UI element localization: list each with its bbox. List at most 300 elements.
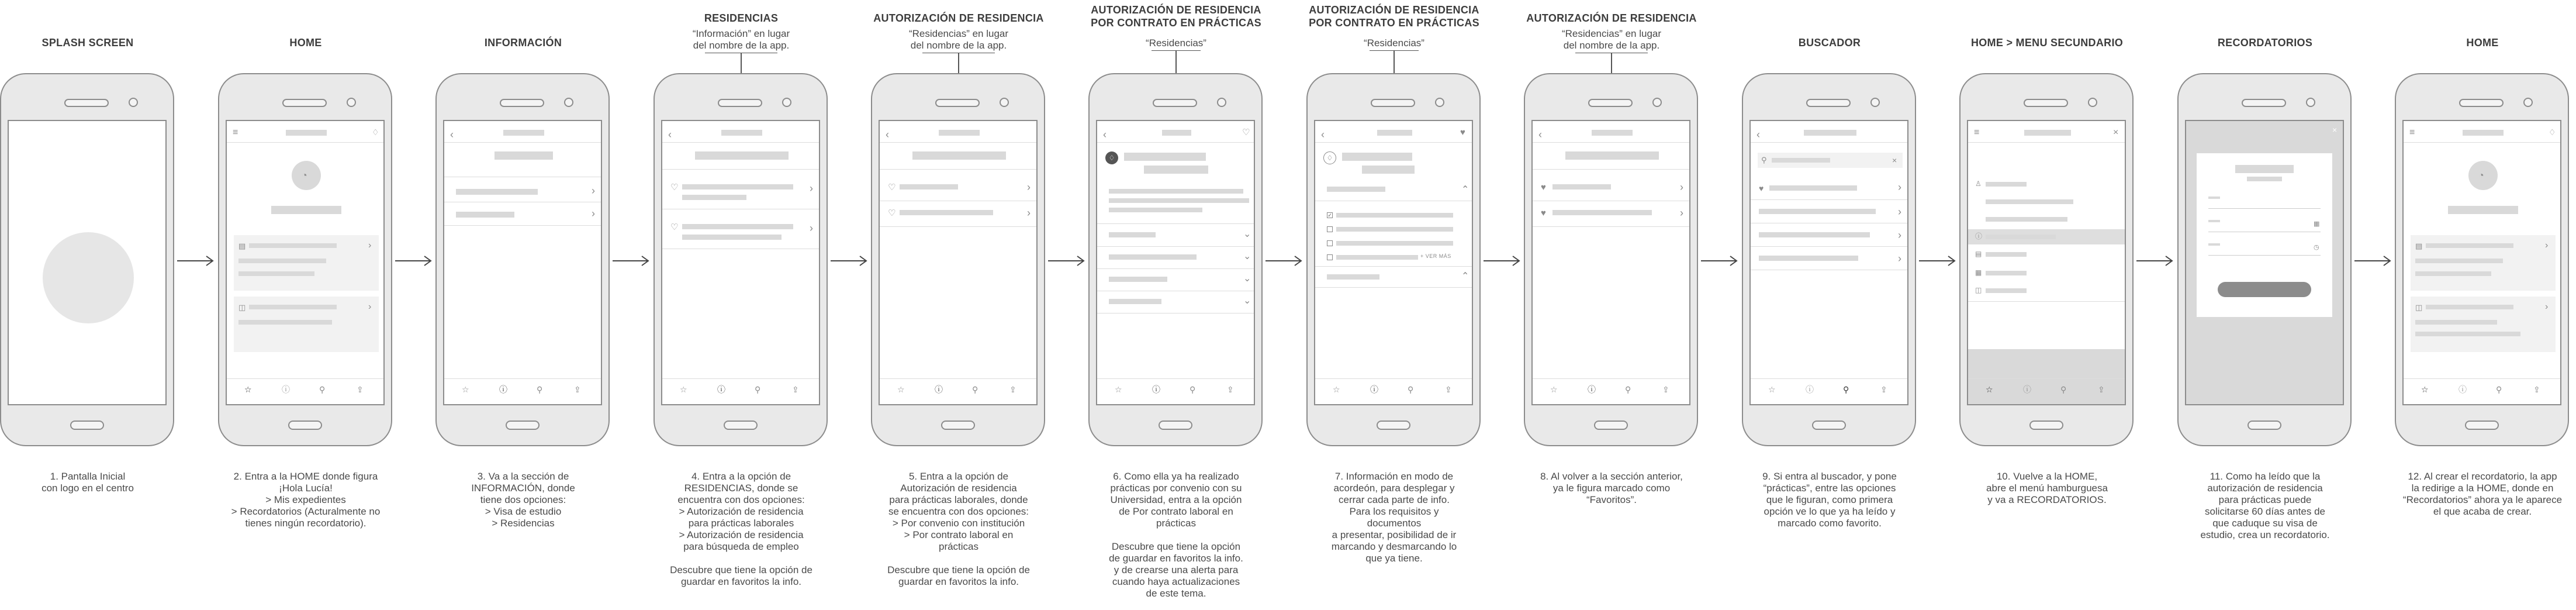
header-divider: [227, 142, 383, 143]
screen-column-home: [218, 0, 393, 610]
phone-screen: [1314, 120, 1473, 405]
step-caption: 9. Si entra al buscador, y pone “prácticas”, entre las opciones que le figuran, como primera opción ve lo que ya ha leído y marcado como favorito.: [1762, 471, 1897, 529]
placeholder-bar: [249, 243, 337, 248]
step-caption: 5. Entra a la opción de Autorización de residencia para prácticas laborales, donde se encuentra con dos opciones: > Por convenio con institución > Por contrato laboral en prácticas Descubre que tiene la opción de guardar en favoritos la info.: [887, 471, 1030, 587]
title-line: [1342, 153, 1412, 161]
phone-frame: [2395, 73, 2569, 446]
phone-frame: [0, 73, 174, 446]
placeholder-bar: [2415, 320, 2497, 325]
chevron-up-icon[interactable]: ⌃: [1461, 185, 1469, 195]
divider: [1097, 223, 1254, 224]
header-title: [2024, 130, 2071, 136]
divider: [880, 169, 1036, 170]
accordion-title: [1109, 232, 1156, 237]
phone-speaker: [1153, 99, 1197, 107]
dialog-title: [2235, 165, 2294, 173]
placeholder-bar: [1769, 185, 1857, 191]
calendar-icon: ◫: [2415, 303, 2423, 312]
heart-icon[interactable]: ♡: [670, 222, 679, 232]
placeholder-bar: [1772, 158, 1830, 163]
accordion-title: [1109, 277, 1167, 282]
placeholder-bar: [1986, 271, 2027, 275]
section-title: [1565, 151, 1659, 160]
accordion-title: [1109, 299, 1161, 304]
back-icon[interactable]: ‹: [1103, 129, 1107, 140]
user-icon: ♙: [1975, 180, 1982, 188]
tab-search-icon[interactable]: ⚲: [755, 385, 761, 394]
chevron-right-icon[interactable]: ›: [368, 240, 372, 250]
tab-search-icon[interactable]: ⚲: [537, 385, 543, 394]
accordion-title: [1327, 274, 1379, 280]
flow-arrow-icon: [2354, 254, 2392, 267]
tab-info-icon[interactable]: ⓘ: [935, 385, 943, 394]
reminder-dialog: [2197, 153, 2332, 317]
screen-column-contrato-1: [1088, 0, 1264, 610]
header-title: [1592, 130, 1633, 136]
tabbar-divider: [880, 378, 1036, 379]
calendar-icon: ▦: [2314, 220, 2320, 228]
screen-column-contrato-2: [1306, 0, 1482, 610]
phone-screen: [1096, 120, 1255, 405]
header-divider: [880, 142, 1036, 143]
placeholder-bar: [1986, 252, 2027, 257]
requirement-checkbox[interactable]: [1327, 240, 1333, 246]
placeholder-bar: [2415, 271, 2491, 276]
avatar: [292, 161, 321, 190]
header-divider: [444, 142, 601, 143]
heart-filled-icon[interactable]: ♥: [1759, 184, 1764, 193]
placeholder-bar: [2415, 332, 2520, 336]
screen-title: RESIDENCIAS: [704, 12, 779, 24]
phone-speaker: [2459, 99, 2504, 107]
chevron-right-icon[interactable]: ›: [2545, 302, 2549, 312]
doc-icon: ▦: [1975, 268, 1982, 277]
header-title: [503, 130, 544, 136]
phone-speaker: [2024, 99, 2068, 107]
chevron-right-icon[interactable]: ›: [592, 208, 595, 219]
phone-speaker: [500, 99, 544, 107]
tab-search-icon[interactable]: ⚲: [972, 385, 978, 394]
flow-arrow-icon: [395, 254, 433, 267]
tab-home-icon[interactable]: ☆: [1768, 385, 1776, 394]
favorite-icon[interactable]: ♡: [1242, 127, 1250, 137]
chevron-right-icon[interactable]: ›: [592, 185, 595, 197]
phone-camera: [347, 98, 356, 107]
back-icon[interactable]: ‹: [1321, 129, 1325, 140]
flow-arrow-icon: [1265, 254, 1303, 267]
header-title: [286, 130, 327, 136]
screen-column-autorizacion-favoritos: [1524, 0, 1699, 610]
favorite-icon[interactable]: ♥: [1460, 127, 1465, 137]
screen-column-recordatorios: [2177, 0, 2353, 610]
tab-share-icon[interactable]: ⇪: [1445, 385, 1452, 394]
phone-home-button: [941, 421, 975, 430]
tabbar-divider: [1097, 378, 1254, 379]
screen-column-home-recordatorio: [2395, 0, 2570, 610]
user-icon: ◔: [2478, 171, 2484, 181]
bell-icon[interactable]: ♢: [372, 127, 379, 137]
back-icon[interactable]: ‹: [450, 129, 454, 140]
placeholder-bar: [1986, 199, 2073, 204]
placeholder-bar: [682, 195, 746, 200]
phone-speaker: [1588, 99, 1633, 107]
menu-item[interactable]: [1968, 212, 2125, 227]
placeholder-bar: [249, 305, 337, 309]
phone-camera: [782, 98, 791, 107]
divider: [1533, 169, 1689, 170]
hamburger-icon[interactable]: ≡: [2409, 127, 2415, 137]
divider: [1097, 268, 1254, 269]
ver-mas-link[interactable]: + VER MÁS: [1420, 253, 1451, 259]
app-logo-placeholder: [43, 232, 134, 323]
phone-camera: [2088, 98, 2097, 107]
chevron-down-icon[interactable]: ⌄: [1243, 296, 1251, 306]
tab-info-icon[interactable]: ⓘ: [2023, 385, 2031, 394]
flow-arrow-icon: [177, 254, 215, 267]
heart-icon[interactable]: ♡: [888, 182, 896, 192]
header-title: [2463, 130, 2504, 136]
menu-item-recordatorios[interactable]: [1968, 229, 2125, 244]
screen-column-splash: [0, 0, 175, 610]
phone-camera: [2306, 98, 2315, 107]
phone-home-button: [506, 421, 540, 430]
menu-item[interactable]: [1968, 266, 2125, 281]
flow-arrow-icon: [1484, 254, 1521, 267]
search-input[interactable]: [1758, 153, 1903, 168]
phone-speaker: [282, 99, 327, 107]
card-mis-expedientes[interactable]: [234, 235, 379, 291]
tab-home-icon[interactable]: ☆: [1550, 385, 1558, 394]
phone-screen: [1967, 120, 2126, 405]
bell-alert-icon[interactable]: ♢: [1323, 151, 1336, 164]
phone-speaker: [64, 99, 109, 107]
phone-camera: [1435, 98, 1444, 107]
phone-frame: [1306, 73, 1481, 446]
reminder-date-field[interactable]: [2208, 218, 2321, 232]
avatar: [2468, 161, 2498, 190]
header-title: [721, 130, 762, 136]
chevron-down-icon[interactable]: ⌄: [1243, 251, 1251, 261]
step-caption: 7. Información en modo de acordeón, para desplegar y cerrar cada parte de info. Para los requisitos y documentos a presentar, posibilidad de ir marcando y desmarcando lo que ya tiene.: [1331, 471, 1457, 564]
bell-alert-icon[interactable]: ♢: [1105, 151, 1118, 164]
section-title: [695, 151, 789, 160]
phone-frame: [871, 73, 1045, 446]
requirement-checkbox[interactable]: [1327, 226, 1333, 232]
header-divider: [1315, 142, 1472, 143]
tab-info-icon[interactable]: ⓘ: [282, 385, 290, 394]
step-caption: 1. Pantalla Inicial con logo en el centro: [42, 471, 134, 494]
tab-share-icon[interactable]: ⇪: [1880, 385, 1887, 394]
phone-home-button: [2029, 421, 2063, 430]
header-title: [1804, 130, 1856, 136]
divider: [1751, 246, 1907, 247]
accordion-title: [1109, 254, 1197, 260]
tab-info-icon[interactable]: ⓘ: [1588, 385, 1596, 394]
placeholder-bar: [2247, 177, 2282, 181]
option-visa-de-estudio: [456, 189, 538, 195]
clear-icon[interactable]: ×: [1892, 156, 1897, 165]
phone-screen: [443, 120, 602, 405]
phone-frame: [1742, 73, 1916, 446]
phone-screen: [226, 120, 385, 405]
phone-camera: [564, 98, 573, 107]
placeholder-bar: [238, 271, 314, 276]
chevron-right-icon[interactable]: ›: [368, 302, 372, 312]
step-caption: 4. Entra a la opción de RESIDENCIAS, donde se encuentra con dos opciones: > Autorización de residencia para prácticas laborales > Autorización de residencia para búsqueda de empleo Descubre que tiene la opción de guardar en favoritos la info.: [670, 471, 812, 587]
greeting-text: [271, 206, 341, 214]
placeholder-bar: [1552, 210, 1652, 215]
tab-info-icon[interactable]: ⓘ: [717, 385, 725, 394]
placeholder-bar: [682, 235, 782, 240]
annotation-callout: “Residencias”: [1146, 37, 1206, 49]
tab-home-icon[interactable]: ☆: [1986, 385, 1993, 394]
tabbar-divider: [1968, 378, 2125, 379]
phone-screen: [2185, 120, 2344, 405]
tab-search-icon[interactable]: ⚲: [2060, 385, 2067, 394]
divider: [662, 169, 819, 170]
flow-arrow-icon: [831, 254, 868, 267]
tabbar-divider: [1315, 378, 1472, 379]
tab-share-icon[interactable]: ⇪: [574, 385, 581, 394]
tab-home-icon[interactable]: ☆: [680, 385, 687, 394]
divider: [1751, 199, 1907, 200]
reminder-title-field[interactable]: [2208, 194, 2321, 209]
tabbar-divider: [1751, 378, 1907, 379]
divider: [880, 226, 1036, 227]
back-icon[interactable]: ‹: [886, 129, 889, 140]
tab-info-icon[interactable]: ⓘ: [1370, 385, 1378, 394]
chevron-down-icon[interactable]: ⌄: [1243, 229, 1251, 239]
phone-camera: [129, 98, 138, 107]
placeholder-bar: [238, 259, 326, 263]
tab-share-icon[interactable]: ⇪: [792, 385, 799, 394]
tab-info-icon[interactable]: ⓘ: [1806, 385, 1814, 394]
placeholder-bar: [900, 184, 958, 189]
phone-home-button: [2247, 421, 2281, 430]
heart-filled-icon[interactable]: ♥: [1541, 182, 1546, 192]
phone-home-button: [1812, 421, 1846, 430]
divider: [1097, 246, 1254, 247]
screen-column-informacion: [435, 0, 611, 610]
chevron-down-icon[interactable]: ⌄: [1243, 274, 1251, 284]
phone-home-button: [2465, 421, 2499, 430]
phone-screen: [8, 120, 167, 405]
title-line: [1124, 153, 1206, 161]
screen-column-residencias: [653, 0, 829, 610]
phone-speaker: [935, 99, 980, 107]
header-divider: [1097, 142, 1254, 143]
hamburger-icon[interactable]: ≡: [1974, 127, 1980, 137]
chevron-right-icon[interactable]: ›: [1680, 181, 1683, 193]
tabbar-divider: [227, 378, 383, 379]
tab-search-icon[interactable]: ⚲: [1625, 385, 1631, 394]
bell-icon[interactable]: ♢: [2549, 127, 2556, 137]
flow-arrow-icon: [1701, 254, 1738, 267]
header-divider: [2404, 142, 2560, 143]
chevron-right-icon[interactable]: ›: [1898, 181, 1901, 193]
chevron-right-icon[interactable]: ›: [1898, 253, 1901, 264]
screen-title: HOME: [2466, 37, 2499, 49]
chevron-right-icon[interactable]: ›: [1898, 206, 1901, 218]
calendar-icon: ◫: [1975, 286, 1982, 294]
tab-home-icon[interactable]: ☆: [462, 385, 469, 394]
flow-arrow-icon: [2136, 254, 2174, 267]
phone-home-button: [1377, 421, 1410, 430]
info-icon: ⓘ: [1975, 232, 1983, 240]
calendar-icon: ◫: [238, 303, 246, 312]
create-reminder-button[interactable]: [2218, 282, 2311, 297]
divider: [1315, 287, 1472, 288]
accordion-title: [1327, 187, 1385, 192]
card-recordatorios[interactable]: [234, 297, 379, 352]
phone-home-button: [70, 421, 104, 430]
screen-title: INFORMACIÓN: [484, 37, 562, 49]
tab-search-icon[interactable]: ⚲: [1408, 385, 1414, 394]
menu-item[interactable]: [1968, 194, 2125, 209]
placeholder-bar: [1986, 182, 2027, 187]
placeholder-bar: [2208, 243, 2220, 246]
screen-column-menu-secundario: [1959, 0, 2135, 610]
requirement-checkbox[interactable]: ✓: [1327, 212, 1332, 218]
phone-home-button: [1594, 421, 1628, 430]
phone-screen: [661, 120, 820, 405]
tab-home-icon[interactable]: ☆: [2421, 385, 2429, 394]
back-icon[interactable]: ‹: [668, 129, 672, 140]
placeholder-bar: [1109, 208, 1202, 212]
divider: [1968, 301, 2125, 302]
folder-icon: ▤: [238, 242, 246, 250]
back-icon[interactable]: ‹: [1756, 129, 1760, 140]
option-residencias: [456, 212, 514, 218]
placeholder-bar: [2208, 220, 2220, 222]
screen-column-autorizacion: [871, 0, 1046, 610]
placeholder-bar: [682, 224, 793, 229]
chevron-right-icon[interactable]: ›: [1680, 207, 1683, 219]
clock-icon: ◷: [2314, 244, 2319, 251]
tab-search-icon[interactable]: ⚲: [319, 385, 326, 394]
screen-title: BUSCADOR: [1798, 37, 1861, 49]
annotation-callout: “Información” en lugar del nombre de la app.: [692, 28, 790, 51]
chevron-right-icon[interactable]: ›: [810, 222, 813, 234]
menu-item[interactable]: [1968, 247, 2125, 262]
chevron-right-icon[interactable]: ›: [1898, 229, 1901, 241]
tab-home-icon[interactable]: ☆: [1115, 385, 1122, 394]
screen-title: RECORDATORIOS: [2217, 37, 2313, 49]
screen-title: HOME: [289, 37, 322, 49]
tab-share-icon[interactable]: ⇪: [1662, 385, 1669, 394]
phone-screen: [1749, 120, 1908, 405]
reminder-time-field[interactable]: [2208, 241, 2321, 256]
phone-speaker: [1806, 99, 1851, 107]
chevron-right-icon[interactable]: ›: [1027, 207, 1031, 219]
close-icon[interactable]: ×: [2332, 125, 2338, 135]
phone-home-button: [288, 421, 322, 430]
placeholder-bar: [2415, 259, 2503, 263]
annotation-callout: “Residencias” en lugar del nombre de la app.: [1561, 28, 1662, 51]
phone-camera: [2523, 98, 2533, 107]
chevron-right-icon[interactable]: ›: [1027, 181, 1031, 193]
hamburger-icon[interactable]: ≡: [233, 127, 238, 137]
annotation-callout: “Residencias” en lugar del nombre de la app.: [908, 28, 1009, 51]
heart-icon[interactable]: ♡: [670, 182, 679, 192]
step-caption: 3. Va a la sección de INFORMACIÓN, donde tiene dos opciones: > Visa de estudio > Residencias: [471, 471, 575, 529]
chevron-right-icon[interactable]: ›: [2545, 240, 2549, 250]
phone-home-button: [1159, 421, 1192, 430]
step-caption: 2. Entra a la HOME donde figura ¡Hola Lucía! > Mis expedientes > Recordatorios (Acturalmente no tienes ningún recordatorio).: [231, 471, 381, 529]
section-title: [912, 151, 1006, 160]
card-recordatorios[interactable]: [2411, 297, 2556, 352]
tab-search-icon[interactable]: ⚲: [1843, 385, 1849, 394]
placeholder-bar: [1336, 213, 1453, 218]
header-divider: [662, 142, 819, 143]
header-divider: [1533, 142, 1689, 143]
back-icon[interactable]: ‹: [1538, 129, 1542, 140]
tab-share-icon[interactable]: ⇪: [1009, 385, 1016, 394]
tab-home-icon[interactable]: ☆: [244, 385, 252, 394]
header-title: [939, 130, 980, 136]
divider: [1533, 226, 1689, 227]
phone-camera: [1652, 98, 1662, 107]
chevron-up-icon[interactable]: ⌃: [1461, 271, 1469, 281]
screen-title: AUTORIZACIÓN DE RESIDENCIA POR CONTRATO EN PRÁCTICAS: [1091, 4, 1261, 29]
phone-frame: [218, 73, 392, 446]
tab-share-icon[interactable]: ⇪: [2533, 385, 2540, 394]
step-caption: 8. Al volver a la sección anterior, ya le figura marcado como “Favoritos”.: [1540, 471, 1683, 505]
annotation-callout: “Residencias”: [1364, 37, 1424, 49]
phone-camera: [1000, 98, 1009, 107]
chevron-right-icon[interactable]: ›: [810, 182, 813, 194]
placeholder-bar: [900, 210, 993, 215]
requirement-checkbox[interactable]: [1327, 254, 1333, 260]
tabbar-divider: [662, 378, 819, 379]
folder-icon: ▤: [1975, 250, 1982, 258]
flow-arrow-icon: [1048, 254, 1085, 267]
placeholder-bar: [1336, 241, 1453, 246]
greeting-text: [2448, 206, 2518, 214]
flow-arrow-icon: [1919, 254, 1956, 267]
tab-info-icon[interactable]: ⓘ: [1152, 385, 1160, 394]
heart-filled-icon[interactable]: ♥: [1541, 208, 1546, 218]
placeholder-bar: [1759, 232, 1870, 237]
title-line: [1144, 166, 1208, 174]
backdrop-overlay: [1968, 349, 2125, 405]
heart-icon[interactable]: ♡: [888, 208, 896, 218]
tab-share-icon[interactable]: ⇪: [1227, 385, 1234, 394]
header-title: [1377, 130, 1412, 136]
tab-info-icon[interactable]: ⓘ: [2459, 385, 2467, 394]
tab-home-icon[interactable]: ☆: [897, 385, 905, 394]
phone-frame: [1088, 73, 1263, 446]
phone-speaker: [1371, 99, 1415, 107]
card-mis-expedientes[interactable]: [2411, 235, 2556, 291]
tab-info-icon[interactable]: ⓘ: [499, 385, 507, 394]
menu-item[interactable]: [1968, 283, 2125, 298]
placeholder-bar: [1986, 217, 2067, 222]
tabbar-divider: [1533, 378, 1689, 379]
tab-home-icon[interactable]: ☆: [1333, 385, 1340, 394]
menu-item[interactable]: [1968, 177, 2125, 192]
close-icon[interactable]: ×: [2113, 127, 2119, 137]
divider: [1315, 266, 1472, 267]
tab-share-icon[interactable]: ⇪: [2098, 385, 2105, 394]
phone-frame: [435, 73, 610, 446]
tab-search-icon[interactable]: ⚲: [2496, 385, 2502, 394]
phone-speaker: [2242, 99, 2286, 107]
screen-column-buscador: [1742, 0, 1917, 610]
tab-share-icon[interactable]: ⇪: [357, 385, 364, 394]
search-icon: ⚲: [1761, 156, 1767, 164]
tab-search-icon[interactable]: ⚲: [1190, 385, 1196, 394]
